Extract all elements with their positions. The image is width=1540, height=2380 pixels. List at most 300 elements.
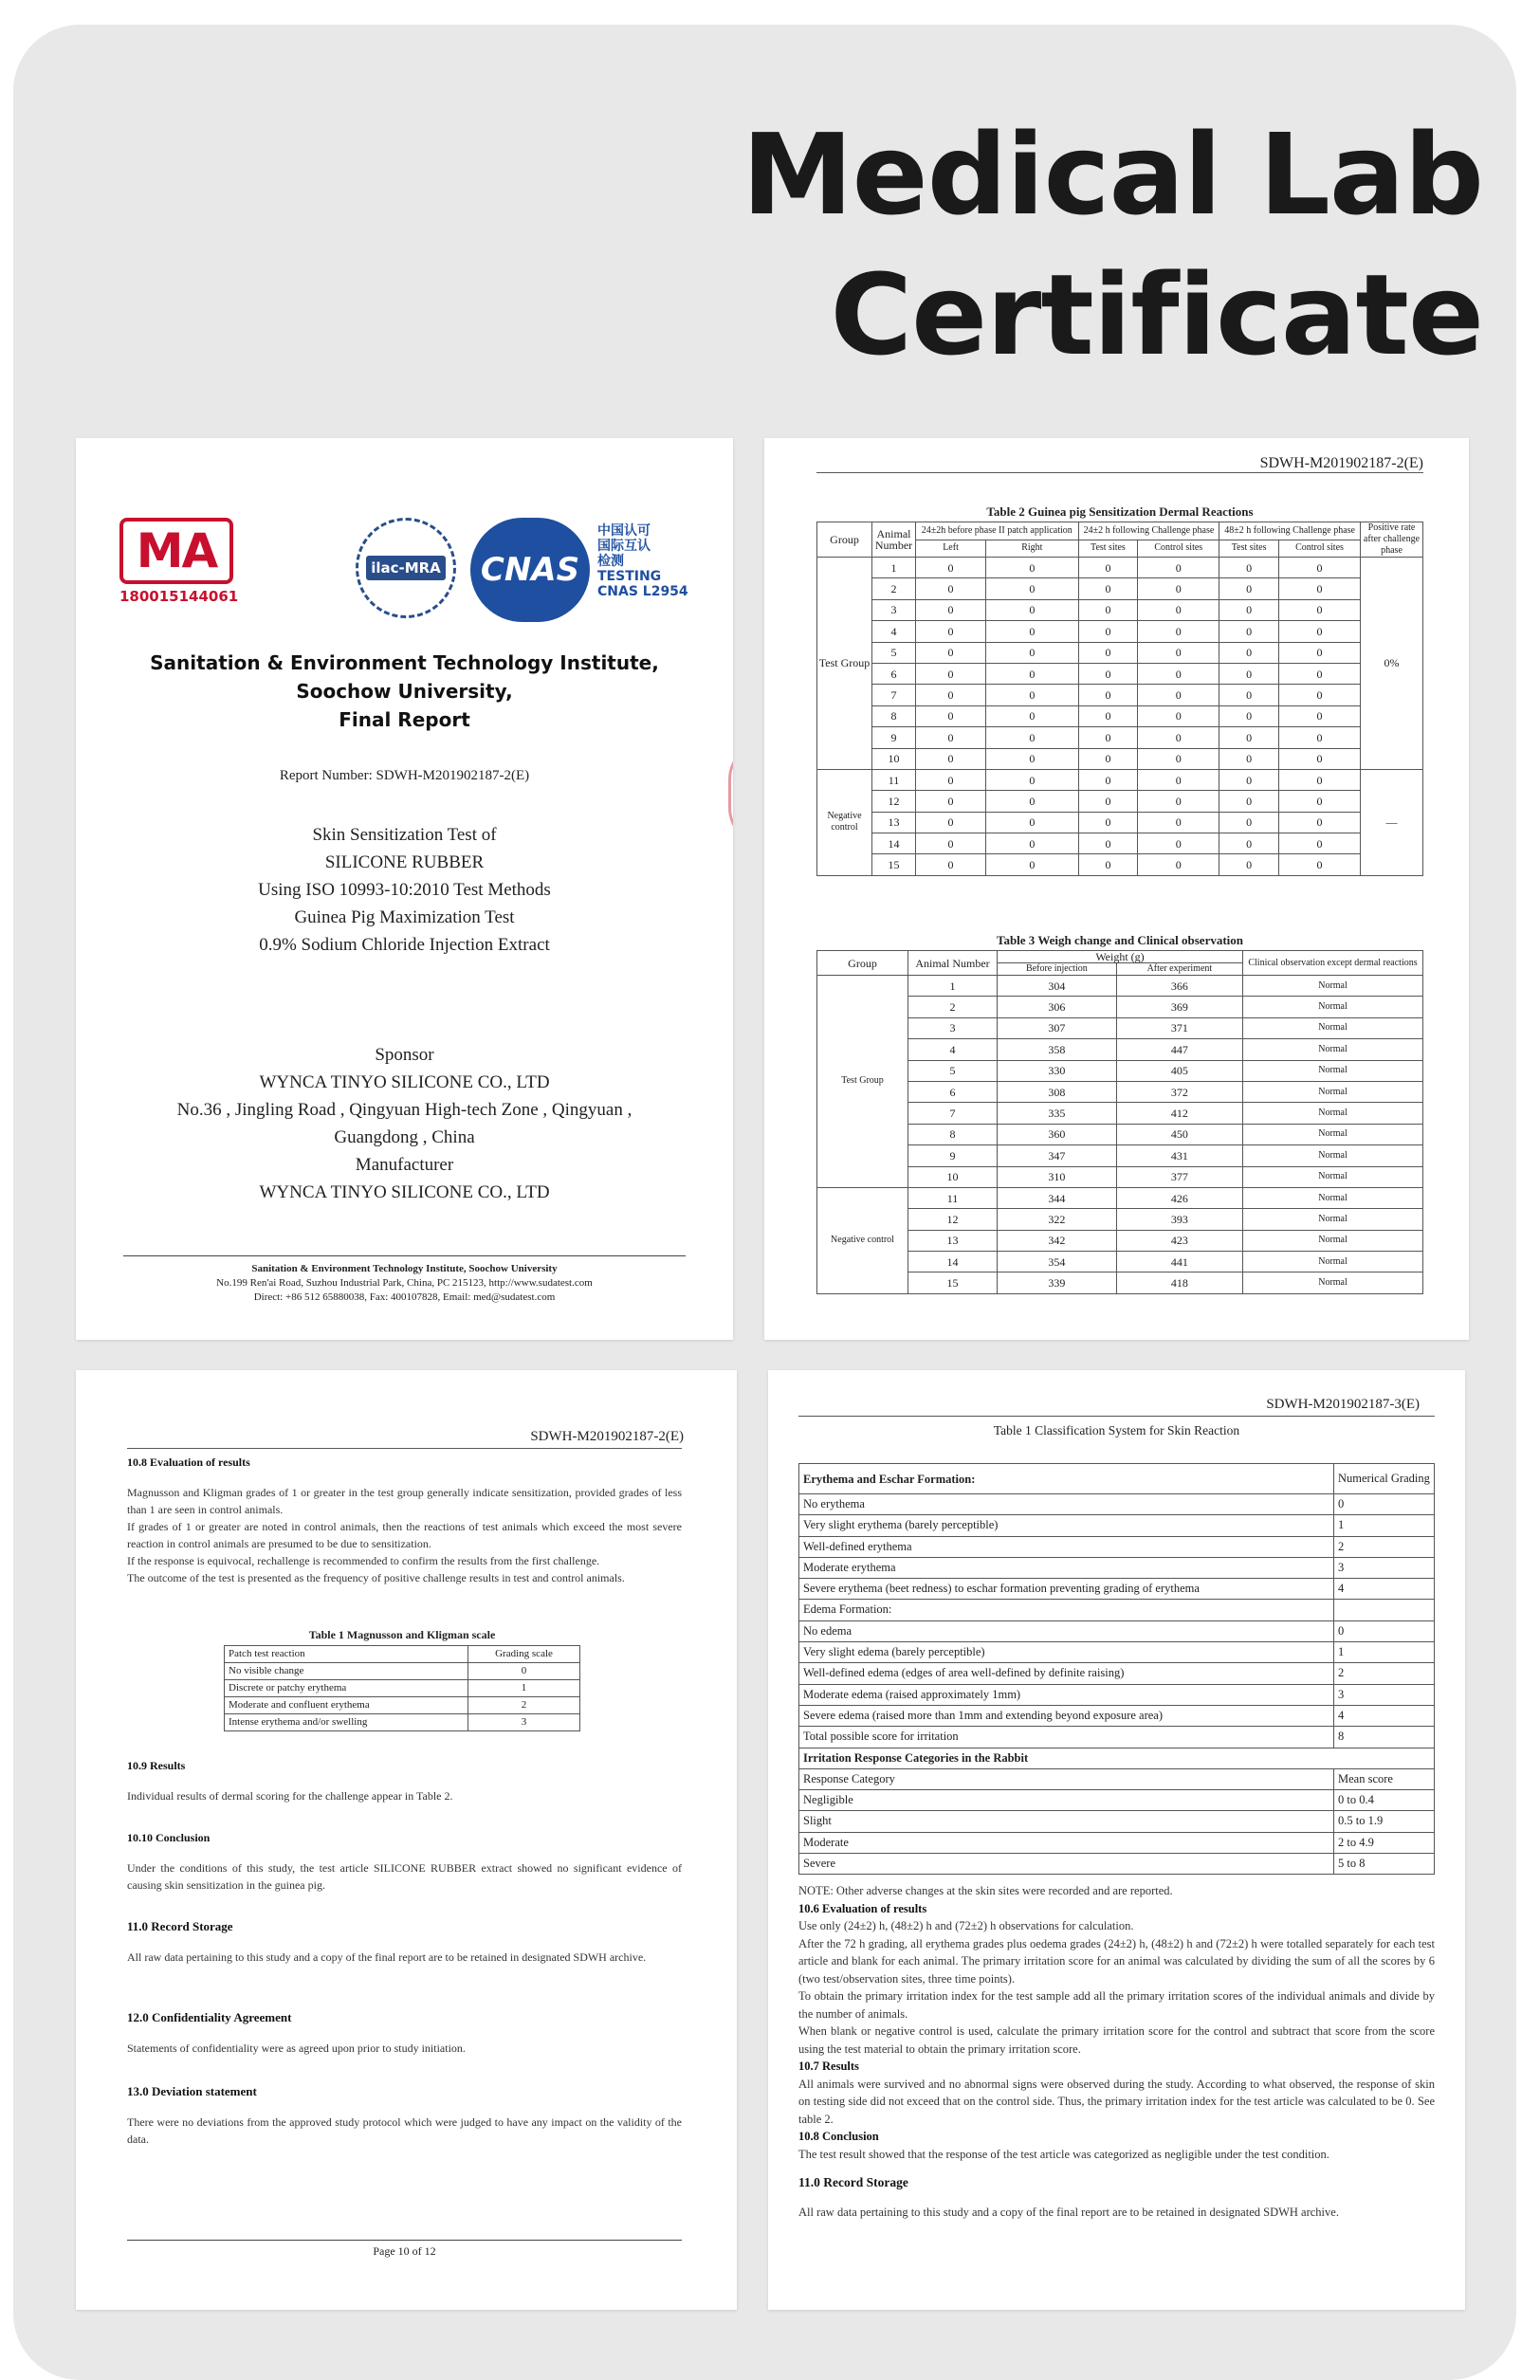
table-cell: 0 bbox=[986, 727, 1079, 748]
cnas-line: 检测 bbox=[597, 554, 624, 569]
table-cell: 426 bbox=[1116, 1187, 1242, 1208]
table-cell: 2 bbox=[908, 997, 998, 1017]
cnas-line: 国际互认 bbox=[597, 539, 651, 554]
table-row bbox=[225, 1697, 580, 1714]
table-row bbox=[799, 1748, 1435, 1768]
table-cell: 344 bbox=[998, 1187, 1117, 1208]
score-cell: 8 bbox=[1334, 1727, 1435, 1748]
table-cell: 0 bbox=[1078, 685, 1138, 705]
table-cell: 0 bbox=[986, 791, 1079, 812]
table-cell: Normal bbox=[1243, 1017, 1423, 1038]
table-row bbox=[799, 1494, 1435, 1515]
paragraph: The outcome of the test is presented as the frequency of positive challenge results in test and control animals. bbox=[127, 1571, 625, 1584]
table-cell: 0 bbox=[986, 599, 1079, 620]
institute-line: Soochow University, bbox=[296, 680, 513, 703]
table-cell: 393 bbox=[1116, 1209, 1242, 1230]
table-cell: 0 bbox=[916, 705, 986, 726]
table-cell: 0 bbox=[916, 727, 986, 748]
description-cell: Severe edema (raised more than 1mm and extending beyond exposure area) bbox=[799, 1705, 1334, 1726]
section-11 bbox=[127, 1918, 682, 1966]
th-before: Before injection bbox=[998, 963, 1117, 976]
table-cell: Normal bbox=[1243, 1081, 1423, 1102]
table-cell: 13 bbox=[908, 1230, 998, 1251]
table-cell: 358 bbox=[998, 1039, 1117, 1060]
score-cell: 0.5 to 1.9 bbox=[1334, 1811, 1435, 1832]
score-cell: 0 bbox=[1334, 1620, 1435, 1641]
table-cell: 0 bbox=[1078, 621, 1138, 642]
table-row bbox=[799, 1684, 1435, 1705]
table-cell: 0 bbox=[1078, 642, 1138, 663]
table-cell: 0 bbox=[1219, 748, 1279, 769]
table-row bbox=[817, 599, 1423, 620]
cover-footer bbox=[123, 1255, 686, 1305]
th-animal: Animal Number bbox=[908, 951, 998, 976]
cnas-line: 中国认可 bbox=[597, 523, 651, 539]
th-positive: Positive rate after challenge phase bbox=[1361, 522, 1423, 558]
table1-caption: Table 1 Classification System for Skin Reaction bbox=[993, 1423, 1240, 1437]
scale-cell: 0 bbox=[468, 1663, 580, 1680]
table-row bbox=[799, 1642, 1435, 1663]
magnusson-kligman-table bbox=[224, 1645, 580, 1731]
evaluation-page bbox=[76, 1370, 737, 2310]
table-cell: 5 bbox=[872, 642, 916, 663]
table-row bbox=[817, 727, 1423, 748]
table-cell: 366 bbox=[1116, 976, 1242, 997]
paragraph: After the 72 h grading, all erythema grades plus oedema grades (24±2) h, (48±2) h and (72±2) h were totalled separately for each test article and blank for each animal. The primary irritation score for an animal was calculated by dividing the sum of all the scores by 6 (two test/observation sites, three time points). bbox=[798, 1936, 1435, 1986]
paragraph: Individual results of dermal scoring for the challenge appear in Table 2. bbox=[127, 1789, 453, 1803]
sponsor-line: WYNCA TINYO SILICONE CO., LTD bbox=[259, 1072, 550, 1092]
th-phase2: 24±2 h following Challenge phase bbox=[1078, 522, 1219, 540]
table2-sensitization bbox=[816, 522, 1423, 876]
description-cell: Severe bbox=[799, 1854, 1334, 1875]
table-cell: 322 bbox=[998, 1209, 1117, 1230]
table-cell: Normal bbox=[1243, 1252, 1423, 1272]
paragraph: Use only (24±2) h, (48±2) h and (72±2) h observations for calculation. bbox=[798, 1919, 1134, 1932]
table-cell: 3 bbox=[872, 599, 916, 620]
table-cell: 306 bbox=[998, 997, 1117, 1017]
table-cell: 0 bbox=[1278, 558, 1360, 578]
table-row bbox=[799, 1515, 1435, 1536]
group-cell: Negative control bbox=[817, 769, 872, 875]
table-cell: 4 bbox=[872, 621, 916, 642]
table-cell: 0 bbox=[916, 558, 986, 578]
th-right: Right bbox=[986, 540, 1079, 558]
table-row bbox=[799, 1579, 1435, 1600]
test-line: SILICONE RUBBER bbox=[324, 852, 485, 872]
table-cell: 423 bbox=[1116, 1230, 1242, 1251]
table-cell: 0 bbox=[1078, 578, 1138, 599]
table-row bbox=[817, 748, 1423, 769]
group-cell: Test Group bbox=[817, 976, 908, 1188]
table-cell: 441 bbox=[1116, 1252, 1242, 1272]
table-cell: 0 bbox=[1078, 558, 1138, 578]
table-cell: 335 bbox=[998, 1103, 1117, 1124]
table-cell: 0 bbox=[1219, 812, 1279, 833]
score-cell: 2 bbox=[1334, 1663, 1435, 1684]
table-cell: 0 bbox=[1078, 748, 1138, 769]
table-cell: 0 bbox=[1219, 769, 1279, 790]
section-heading: 11.0 Record Storage bbox=[127, 1919, 233, 1933]
table-cell: 0 bbox=[1278, 705, 1360, 726]
table-row bbox=[817, 976, 1423, 997]
table-cell: 0 bbox=[1138, 642, 1219, 663]
table-cell: Normal bbox=[1243, 1145, 1423, 1166]
classification-page bbox=[768, 1370, 1465, 2310]
table-cell: 339 bbox=[998, 1272, 1117, 1293]
category-heading: Irritation Response Categories in the Rabbit bbox=[799, 1748, 1435, 1768]
table-cell: 3 bbox=[908, 1017, 998, 1038]
table-row bbox=[817, 1103, 1423, 1124]
table-row bbox=[817, 621, 1423, 642]
table-cell: 0 bbox=[1219, 791, 1279, 812]
table-cell: 14 bbox=[908, 1252, 998, 1272]
table-cell: 12 bbox=[908, 1209, 998, 1230]
table-cell: 0 bbox=[916, 642, 986, 663]
table-cell: 308 bbox=[998, 1081, 1117, 1102]
section-heading: 10.9 Results bbox=[127, 1759, 186, 1772]
table-cell: 15 bbox=[908, 1272, 998, 1293]
table-row bbox=[817, 1145, 1423, 1166]
note: NOTE: Other adverse changes at the skin sites were recorded and are reported. bbox=[798, 1884, 1173, 1897]
score-cell: Numerical Grading bbox=[1334, 1464, 1435, 1494]
table-cell: 0 bbox=[1219, 663, 1279, 684]
table-cell: 0 bbox=[1138, 769, 1219, 790]
test-description bbox=[76, 821, 733, 959]
table-cell: 7 bbox=[908, 1103, 998, 1124]
section-heading: 10.6 Evaluation of results bbox=[798, 1901, 927, 1915]
table1-caption: Table 1 Magnusson and Kligman scale bbox=[308, 1628, 496, 1641]
positive-rate-cell: 0% bbox=[1361, 558, 1423, 770]
table-cell: 0 bbox=[916, 578, 986, 599]
institute-line: Final Report bbox=[339, 708, 470, 731]
table-cell: 0 bbox=[1078, 854, 1138, 875]
score-cell: Mean score bbox=[1334, 1768, 1435, 1789]
th-scale: Grading scale bbox=[468, 1646, 580, 1663]
table-cell: 0 bbox=[1138, 812, 1219, 833]
table-row bbox=[817, 705, 1423, 726]
table-cell: Normal bbox=[1243, 997, 1423, 1017]
table-cell: 0 bbox=[986, 854, 1079, 875]
footer-line: No.199 Ren'ai Road, Suzhou Industrial Park, China, PC 215123, http://www.sudatest.com bbox=[216, 1277, 593, 1289]
table-cell: Normal bbox=[1243, 976, 1423, 997]
skin-reaction-table bbox=[798, 1463, 1435, 1875]
scale-cell: 1 bbox=[468, 1680, 580, 1697]
table-row bbox=[799, 1727, 1435, 1748]
table-cell: 0 bbox=[1138, 854, 1219, 875]
table-cell: 0 bbox=[986, 833, 1079, 854]
score-cell: 3 bbox=[1334, 1684, 1435, 1705]
paragraph: All raw data pertaining to this study and a copy of the final report are to be retained in designated SDWH archive. bbox=[127, 1950, 647, 1964]
paragraph: To obtain the primary irritation index for the test sample add all the primary irritation scores of the individual animals and divide by the number of animals. bbox=[798, 1989, 1435, 2021]
table-cell: 0 bbox=[986, 642, 1079, 663]
score-cell: 2 bbox=[1334, 1536, 1435, 1557]
table-row bbox=[817, 578, 1423, 599]
paragraph: The test result showed that the response of the test article was categorized as negligible under the test condition. bbox=[798, 2147, 1329, 2161]
th-after: After experiment bbox=[1116, 963, 1242, 976]
table-cell: 0 bbox=[1078, 727, 1138, 748]
paragraph: If grades of 1 or greater are noted in control animals, then the reactions of test animals which exceed the most severe reaction in control animals are presumed to be due to sensitization. bbox=[127, 1520, 682, 1550]
table-cell: 0 bbox=[1219, 833, 1279, 854]
header-rule bbox=[127, 1448, 682, 1449]
eval-paragraphs bbox=[127, 1484, 682, 1586]
table-cell: 4 bbox=[908, 1039, 998, 1060]
description-cell: Erythema and Eschar Formation: bbox=[799, 1464, 1334, 1494]
table-cell: 9 bbox=[872, 727, 916, 748]
table-cell: 0 bbox=[916, 812, 986, 833]
table-row bbox=[817, 642, 1423, 663]
table-cell: 0 bbox=[1138, 705, 1219, 726]
reaction-cell: Intense erythema and/or swelling bbox=[225, 1714, 468, 1731]
cnas-logo bbox=[470, 518, 590, 622]
table-cell: 354 bbox=[998, 1252, 1117, 1272]
ilac-mra-logo bbox=[356, 518, 456, 618]
table-row bbox=[225, 1714, 580, 1731]
table2-body bbox=[817, 558, 1423, 876]
score-cell: 3 bbox=[1334, 1557, 1435, 1578]
description-cell: Well-defined erythema bbox=[799, 1536, 1334, 1557]
table-cell: 0 bbox=[1219, 578, 1279, 599]
table-cell: 0 bbox=[916, 854, 986, 875]
table-cell: 0 bbox=[1278, 791, 1360, 812]
table-cell: 0 bbox=[1278, 685, 1360, 705]
footer-line: Direct: +86 512 65880038, Fax: 400107828, Email: med@sudatest.com bbox=[253, 1291, 556, 1303]
description-cell: Moderate bbox=[799, 1832, 1334, 1853]
paragraph: Magnusson and Kligman grades of 1 or greater in the test group generally indicate sensitization, provided grades of less than 1 are seen in control animals. bbox=[127, 1486, 682, 1516]
reaction-cell: Discrete or patchy erythema bbox=[225, 1680, 468, 1697]
table-row bbox=[799, 1790, 1435, 1811]
th-control-sites: Control sites bbox=[1278, 540, 1360, 558]
table-cell: 372 bbox=[1116, 1081, 1242, 1102]
description-cell: Slight bbox=[799, 1811, 1334, 1832]
description-cell: Moderate edema (raised approximately 1mm) bbox=[799, 1684, 1334, 1705]
table-cell: Normal bbox=[1243, 1209, 1423, 1230]
table-cell: 0 bbox=[986, 621, 1079, 642]
table-cell: Normal bbox=[1243, 1187, 1423, 1208]
th-test-sites: Test sites bbox=[1078, 540, 1138, 558]
table-cell: 0 bbox=[986, 748, 1079, 769]
section-10-10 bbox=[127, 1829, 682, 1894]
table-row bbox=[799, 1768, 1435, 1789]
description-cell: Very slight erythema (barely perceptible) bbox=[799, 1515, 1334, 1536]
table-row bbox=[817, 791, 1423, 812]
table-cell: 447 bbox=[1116, 1039, 1242, 1060]
description-cell: Negligible bbox=[799, 1790, 1334, 1811]
table-cell: 0 bbox=[1138, 621, 1219, 642]
table-cell: 0 bbox=[1219, 705, 1279, 726]
description-cell: Edema Formation: bbox=[799, 1600, 1334, 1620]
table-row bbox=[799, 1832, 1435, 1853]
table-cell: 2 bbox=[872, 578, 916, 599]
th-clinical: Clinical observation except dermal reactions bbox=[1243, 951, 1423, 976]
table-cell: 0 bbox=[1078, 599, 1138, 620]
table-cell: 11 bbox=[908, 1187, 998, 1208]
table-cell: 330 bbox=[998, 1060, 1117, 1081]
table-row bbox=[799, 1811, 1435, 1832]
table-cell: Normal bbox=[1243, 1272, 1423, 1293]
cnas-label: CNAS bbox=[480, 551, 580, 589]
table-cell: 14 bbox=[872, 833, 916, 854]
table-row bbox=[817, 1230, 1423, 1251]
table-row bbox=[817, 1272, 1423, 1293]
table-row bbox=[799, 1464, 1435, 1494]
table-cell: 1 bbox=[908, 976, 998, 997]
description-cell: No erythema bbox=[799, 1494, 1334, 1515]
table-cell: 0 bbox=[1138, 558, 1219, 578]
table-cell: 0 bbox=[916, 769, 986, 790]
paragraph: Statements of confidentiality were as agreed upon prior to study initiation. bbox=[127, 2041, 466, 2055]
table-row bbox=[817, 1081, 1423, 1102]
table-cell: 418 bbox=[1116, 1272, 1242, 1293]
table-cell: 0 bbox=[1219, 599, 1279, 620]
table-cell: 0 bbox=[1278, 854, 1360, 875]
table1-body bbox=[225, 1663, 580, 1731]
table-cell: 10 bbox=[872, 748, 916, 769]
test-line: Using ISO 10993-10:2010 Test Methods bbox=[258, 880, 551, 900]
table3-weight bbox=[816, 950, 1423, 1294]
paragraph: All animals were survived and no abnormal signs were observed during the study. According to what observed, the response of skin on testing side did not exceed that on the control side. Thus, the primary irritation index for the test article was calculated to be 0. See table 2. bbox=[798, 2077, 1435, 2126]
table-cell: Normal bbox=[1243, 1124, 1423, 1144]
table-row bbox=[817, 997, 1423, 1017]
header-rule bbox=[816, 472, 1423, 473]
table-cell: 0 bbox=[916, 621, 986, 642]
table-cell: 10 bbox=[908, 1166, 998, 1187]
table-cell: 9 bbox=[908, 1145, 998, 1166]
page-number: Page 10 of 12 bbox=[127, 2240, 682, 2259]
table-row bbox=[817, 812, 1423, 833]
th-animal: Animal Number bbox=[872, 522, 916, 558]
table3-body bbox=[817, 976, 1423, 1294]
table-cell: 0 bbox=[1138, 663, 1219, 684]
table-cell: 0 bbox=[1219, 621, 1279, 642]
table-cell: 0 bbox=[1078, 833, 1138, 854]
evaluation-text bbox=[798, 1882, 1435, 2221]
table-row bbox=[817, 769, 1423, 790]
description-cell: Severe erythema (beet redness) to eschar formation preventing grading of erythema bbox=[799, 1579, 1334, 1600]
section-heading: 10.7 Results bbox=[798, 2060, 859, 2073]
table-cell: 0 bbox=[1138, 748, 1219, 769]
table2-caption: Table 2 Guinea pig Sensitization Dermal Reactions bbox=[986, 504, 1254, 519]
table-cell: 0 bbox=[1219, 558, 1279, 578]
table-row bbox=[817, 1017, 1423, 1038]
test-line: Guinea Pig Maximization Test bbox=[294, 907, 515, 927]
score-cell: 0 bbox=[1334, 1494, 1435, 1515]
table-cell: 360 bbox=[998, 1124, 1117, 1144]
table-cell: 0 bbox=[1138, 578, 1219, 599]
description-cell: Moderate erythema bbox=[799, 1557, 1334, 1578]
reaction-cell: No visible change bbox=[225, 1663, 468, 1680]
table-cell: 0 bbox=[1078, 705, 1138, 726]
table-cell: 8 bbox=[872, 705, 916, 726]
table-cell: 0 bbox=[1278, 599, 1360, 620]
th-phase1: 24±2h before phase II patch application bbox=[916, 522, 1079, 540]
table-cell: 0 bbox=[1278, 833, 1360, 854]
description-cell: No edema bbox=[799, 1620, 1334, 1641]
section-heading: 10.10 Conclusion bbox=[127, 1831, 211, 1844]
table-cell: 5 bbox=[908, 1060, 998, 1081]
paragraph: When blank or negative control is used, calculate the primary irritation score for the control and subtract that score from the score using the test material to obtain the primary irritation score. bbox=[798, 2024, 1435, 2056]
cnas-text bbox=[597, 523, 688, 599]
th-group: Group bbox=[817, 522, 872, 558]
section-heading: 12.0 Confidentiality Agreement bbox=[127, 2010, 292, 2024]
score-cell: 2 to 4.9 bbox=[1334, 1832, 1435, 1853]
table-cell: 12 bbox=[872, 791, 916, 812]
group-cell: Negative control bbox=[817, 1187, 908, 1293]
reaction-cell: Moderate and confluent erythema bbox=[225, 1697, 468, 1714]
table-cell: 0 bbox=[1278, 727, 1360, 748]
score-cell: 4 bbox=[1334, 1705, 1435, 1726]
table-cell: 6 bbox=[872, 663, 916, 684]
table-cell: 0 bbox=[1138, 685, 1219, 705]
table-row bbox=[799, 1705, 1435, 1726]
table-cell: Normal bbox=[1243, 1103, 1423, 1124]
table-cell: 0 bbox=[986, 812, 1079, 833]
section-heading: 11.0 Record Storage bbox=[798, 2175, 908, 2189]
table-cell: 0 bbox=[916, 663, 986, 684]
institute-heading bbox=[76, 649, 733, 734]
table-cell: 1 bbox=[872, 558, 916, 578]
table-row bbox=[817, 1187, 1423, 1208]
sponsor-block bbox=[76, 1041, 733, 1206]
footer-line: Sanitation & Environment Technology Institute, Soochow University bbox=[251, 1263, 558, 1274]
table-cell: 11 bbox=[872, 769, 916, 790]
table-cell: 0 bbox=[1138, 833, 1219, 854]
th-group: Group bbox=[817, 951, 908, 976]
test-line: Skin Sensitization Test of bbox=[312, 825, 497, 845]
description-cell: Very slight edema (barely perceptible) bbox=[799, 1642, 1334, 1663]
institute-line: Sanitation & Environment Technology Institute, bbox=[150, 651, 659, 674]
table-cell: 412 bbox=[1116, 1103, 1242, 1124]
table-cell: 0 bbox=[1219, 642, 1279, 663]
table-cell: 0 bbox=[916, 599, 986, 620]
table-row bbox=[817, 685, 1423, 705]
description-cell: Well-defined edema (edges of area well-defined by definite raising) bbox=[799, 1663, 1334, 1684]
table-row bbox=[799, 1620, 1435, 1641]
table-row bbox=[799, 1536, 1435, 1557]
table-row bbox=[225, 1680, 580, 1697]
table-cell: 450 bbox=[1116, 1124, 1242, 1144]
section-heading: 10.8 Evaluation of results bbox=[127, 1455, 250, 1469]
paragraph: There were no deviations from the approved study protocol which were judged to have any impact on the validity of the data. bbox=[127, 2115, 682, 2146]
table-cell: 13 bbox=[872, 812, 916, 833]
table-cell: 0 bbox=[1278, 642, 1360, 663]
table-cell: 8 bbox=[908, 1124, 998, 1144]
th-phase3: 48±2 h following Challenge phase bbox=[1219, 522, 1361, 540]
table-row bbox=[817, 1039, 1423, 1060]
report-cover-page bbox=[76, 438, 733, 1340]
sponsor-line: WYNCA TINYO SILICONE CO., LTD bbox=[259, 1182, 550, 1202]
table-row bbox=[799, 1663, 1435, 1684]
report-code: SDWH-M201902187-2(E) bbox=[1259, 455, 1423, 471]
th-weight: Weight (g) bbox=[998, 951, 1243, 963]
paragraph: Under the conditions of this study, the test article SILICONE RUBBER extract showed no significant evidence of causing skin sensitization in the guinea pig. bbox=[127, 1861, 682, 1892]
table-cell: 0 bbox=[916, 791, 986, 812]
paragraph: If the response is equivocal, rechallenge is recommended to confirm the results from the first challenge. bbox=[127, 1554, 600, 1567]
title-line-2: Certificate bbox=[830, 249, 1483, 380]
table-row bbox=[817, 1252, 1423, 1272]
table-row bbox=[817, 1209, 1423, 1230]
report-code: SDWH-M201902187-2(E) bbox=[530, 1429, 684, 1444]
table-row bbox=[817, 1166, 1423, 1187]
table-cell: 310 bbox=[998, 1166, 1117, 1187]
table-cell: 0 bbox=[986, 685, 1079, 705]
table-cell: 0 bbox=[1138, 727, 1219, 748]
table-cell: Normal bbox=[1243, 1230, 1423, 1251]
section-heading: 10.8 Conclusion bbox=[798, 2130, 879, 2143]
table-cell: 0 bbox=[1138, 791, 1219, 812]
sponsor-line: Sponsor bbox=[375, 1045, 434, 1065]
table-cell: 405 bbox=[1116, 1060, 1242, 1081]
cnas-line: TESTING bbox=[597, 569, 662, 584]
